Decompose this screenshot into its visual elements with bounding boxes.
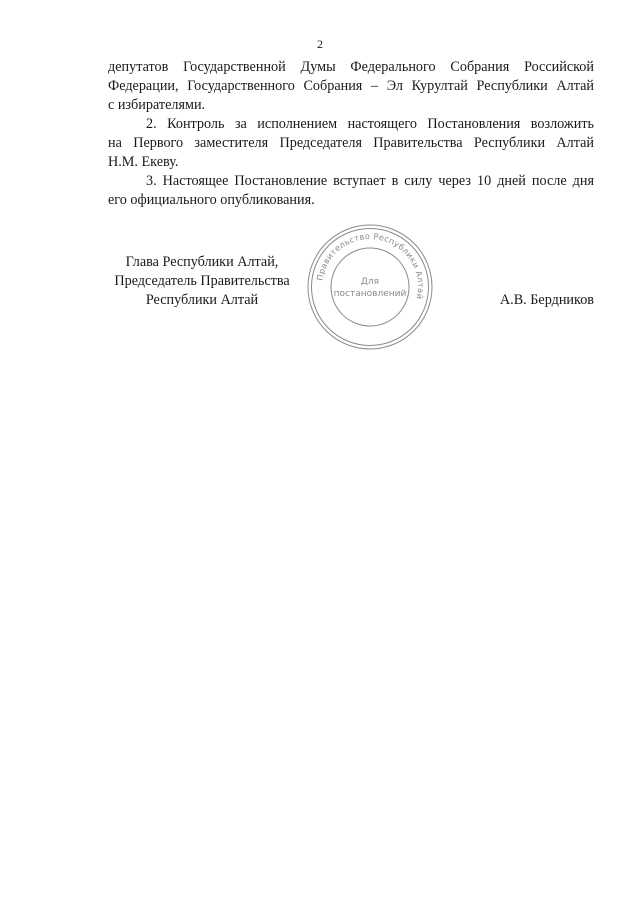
seal-outer-ring — [308, 225, 432, 349]
signer-title-line-3: Республики Алтай — [145, 292, 259, 308]
page-number: 2 — [317, 37, 323, 51]
paragraph-3-line-2: его официального опубликования. — [108, 192, 315, 208]
paragraph-3-line-1: 3. Настоящее Постановление вступает в силу через 10 дней после дня — [146, 173, 594, 189]
signer-title-line-2: Председатель Правительства — [114, 273, 290, 289]
signer-title-line-1: Глава Республики Алтай, — [125, 254, 279, 270]
document-body — [108, 58, 594, 210]
paragraph-1-line-1: депутатов Государственной Думы Федерального Собрания Российской — [108, 59, 594, 75]
signer-name: А.В. Бердников — [499, 292, 594, 308]
seal-center-line-2: постановлений — [333, 289, 407, 299]
seal-outer-text-path: Правительство Республики Алтай — [314, 230, 427, 301]
seal-outer-ring-inner — [312, 229, 429, 346]
paragraph-1-line-3: с избирателями. — [108, 97, 206, 113]
paragraph-2-line-2: на Первого заместителя Председателя Правительства Республики Алтай — [108, 135, 594, 151]
signer-title — [104, 253, 300, 310]
seal-inner-ring — [331, 248, 409, 326]
paragraph-2-line-3: Н.М. Екеву. — [108, 154, 179, 170]
paragraph-2-line-1: 2. Контроль за исполнением настоящего Постановления возложить — [146, 116, 594, 132]
paragraph-1-line-2: Федерации, Государственного Собрания – Эл Курултай Республики Алтай — [108, 78, 594, 94]
official-seal — [305, 222, 435, 352]
seal-center-line-1: Для — [360, 277, 380, 287]
